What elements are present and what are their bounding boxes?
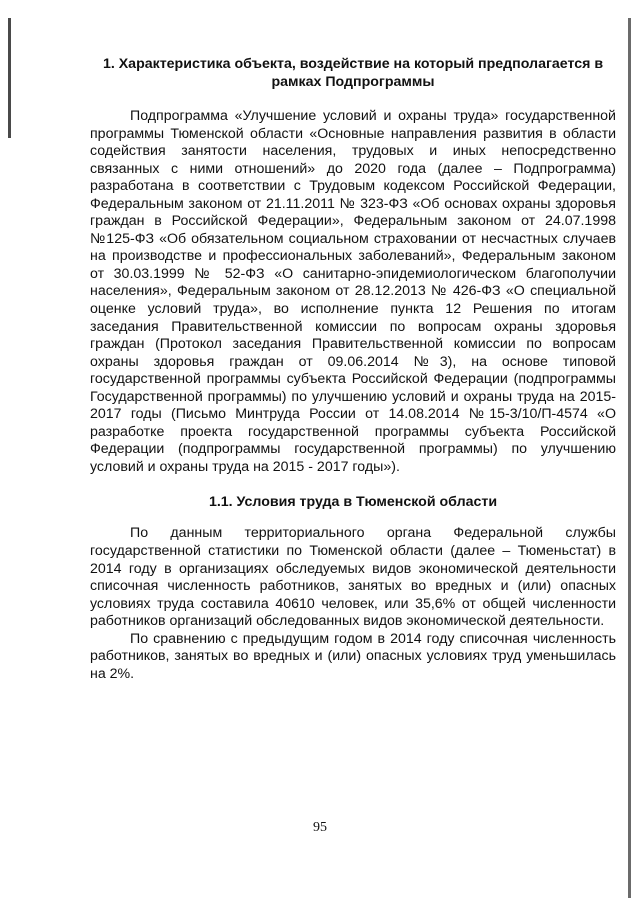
subsection-heading: 1.1. Условия труда в Тюменской области [208, 494, 498, 511]
page-number: 95 [313, 820, 327, 835]
section-heading: 1. Характеристика объекта, воздействие на который предполагается в рамках Подпрограммы [102, 56, 604, 90]
paragraph-statistics: По данным территориального органа Федеральной службы государственной статистики по Тюменской области (далее – Тюменьстат) в 2014 году в организациях обследуемых видов экономической деятельности списочная численность работников, занятых во вредных и (или) опасных условиях труда составила 40610 человек, или 35,6% от общей численности работников организаций обследованных видов экономической деятельности. [90, 525, 616, 630]
scan-border-left [8, 18, 11, 138]
paragraph-intro: Подпрограмма «Улучшение условий и охраны труда» государственной программы Тюменской области «Основные направления развития в области содействия занятости населения, трудовых и иных непосредственно связанных с ними отношений» до 2020 года (далее – Подпрограмма) разработана в соответствии с Трудовым кодексом Российской Федерации, Федеральным законом от 21.11.2011 № 323-ФЗ «Об основах охраны здоровья граждан в Российской Федерации», Федеральным законом от 24.07.1998 №125-ФЗ «Об обязательном социальном страховании от несчастных случаев на производстве и профессиональных заболеваний», Федеральным законом от 30.03.1999 № 52-ФЗ «О санитарно-эпидемиологическом благополучии населения», Федеральным законом от 28.12.2013 № 426-ФЗ «О специальной оценке условий труда», во исполнение пункта 12 Решения по итогам заседания Правительственной комиссии по вопросам охраны здоровья граждан (Протокол заседания Правительственной комиссии по вопросам охраны здоровья граждан от 09.06.2014 №3), на основе типовой государственной программы субъекта Российской Федерации (подпрограммы Государственной программы) по улучшению условий и охраны труда на 2015-2017 годы (Письмо Минтруда России от 14.08.2014 №15-3/10/П-4574 «О разработке проекта государственной программы субъекта Российской Федерации (подпрограммы государственной программы) по улучшению условий и охраны труда на 2015 - 2017 годы»). [90, 108, 616, 475]
paragraph-comparison: По сравнению с предыдущим годом в 2014 году списочная численность работников, занятых во вредных и (или) опасных условиях труд уменьшилась на 2%. [90, 630, 616, 682]
scan-border-right [628, 18, 631, 898]
document-page [90, 55, 616, 683]
